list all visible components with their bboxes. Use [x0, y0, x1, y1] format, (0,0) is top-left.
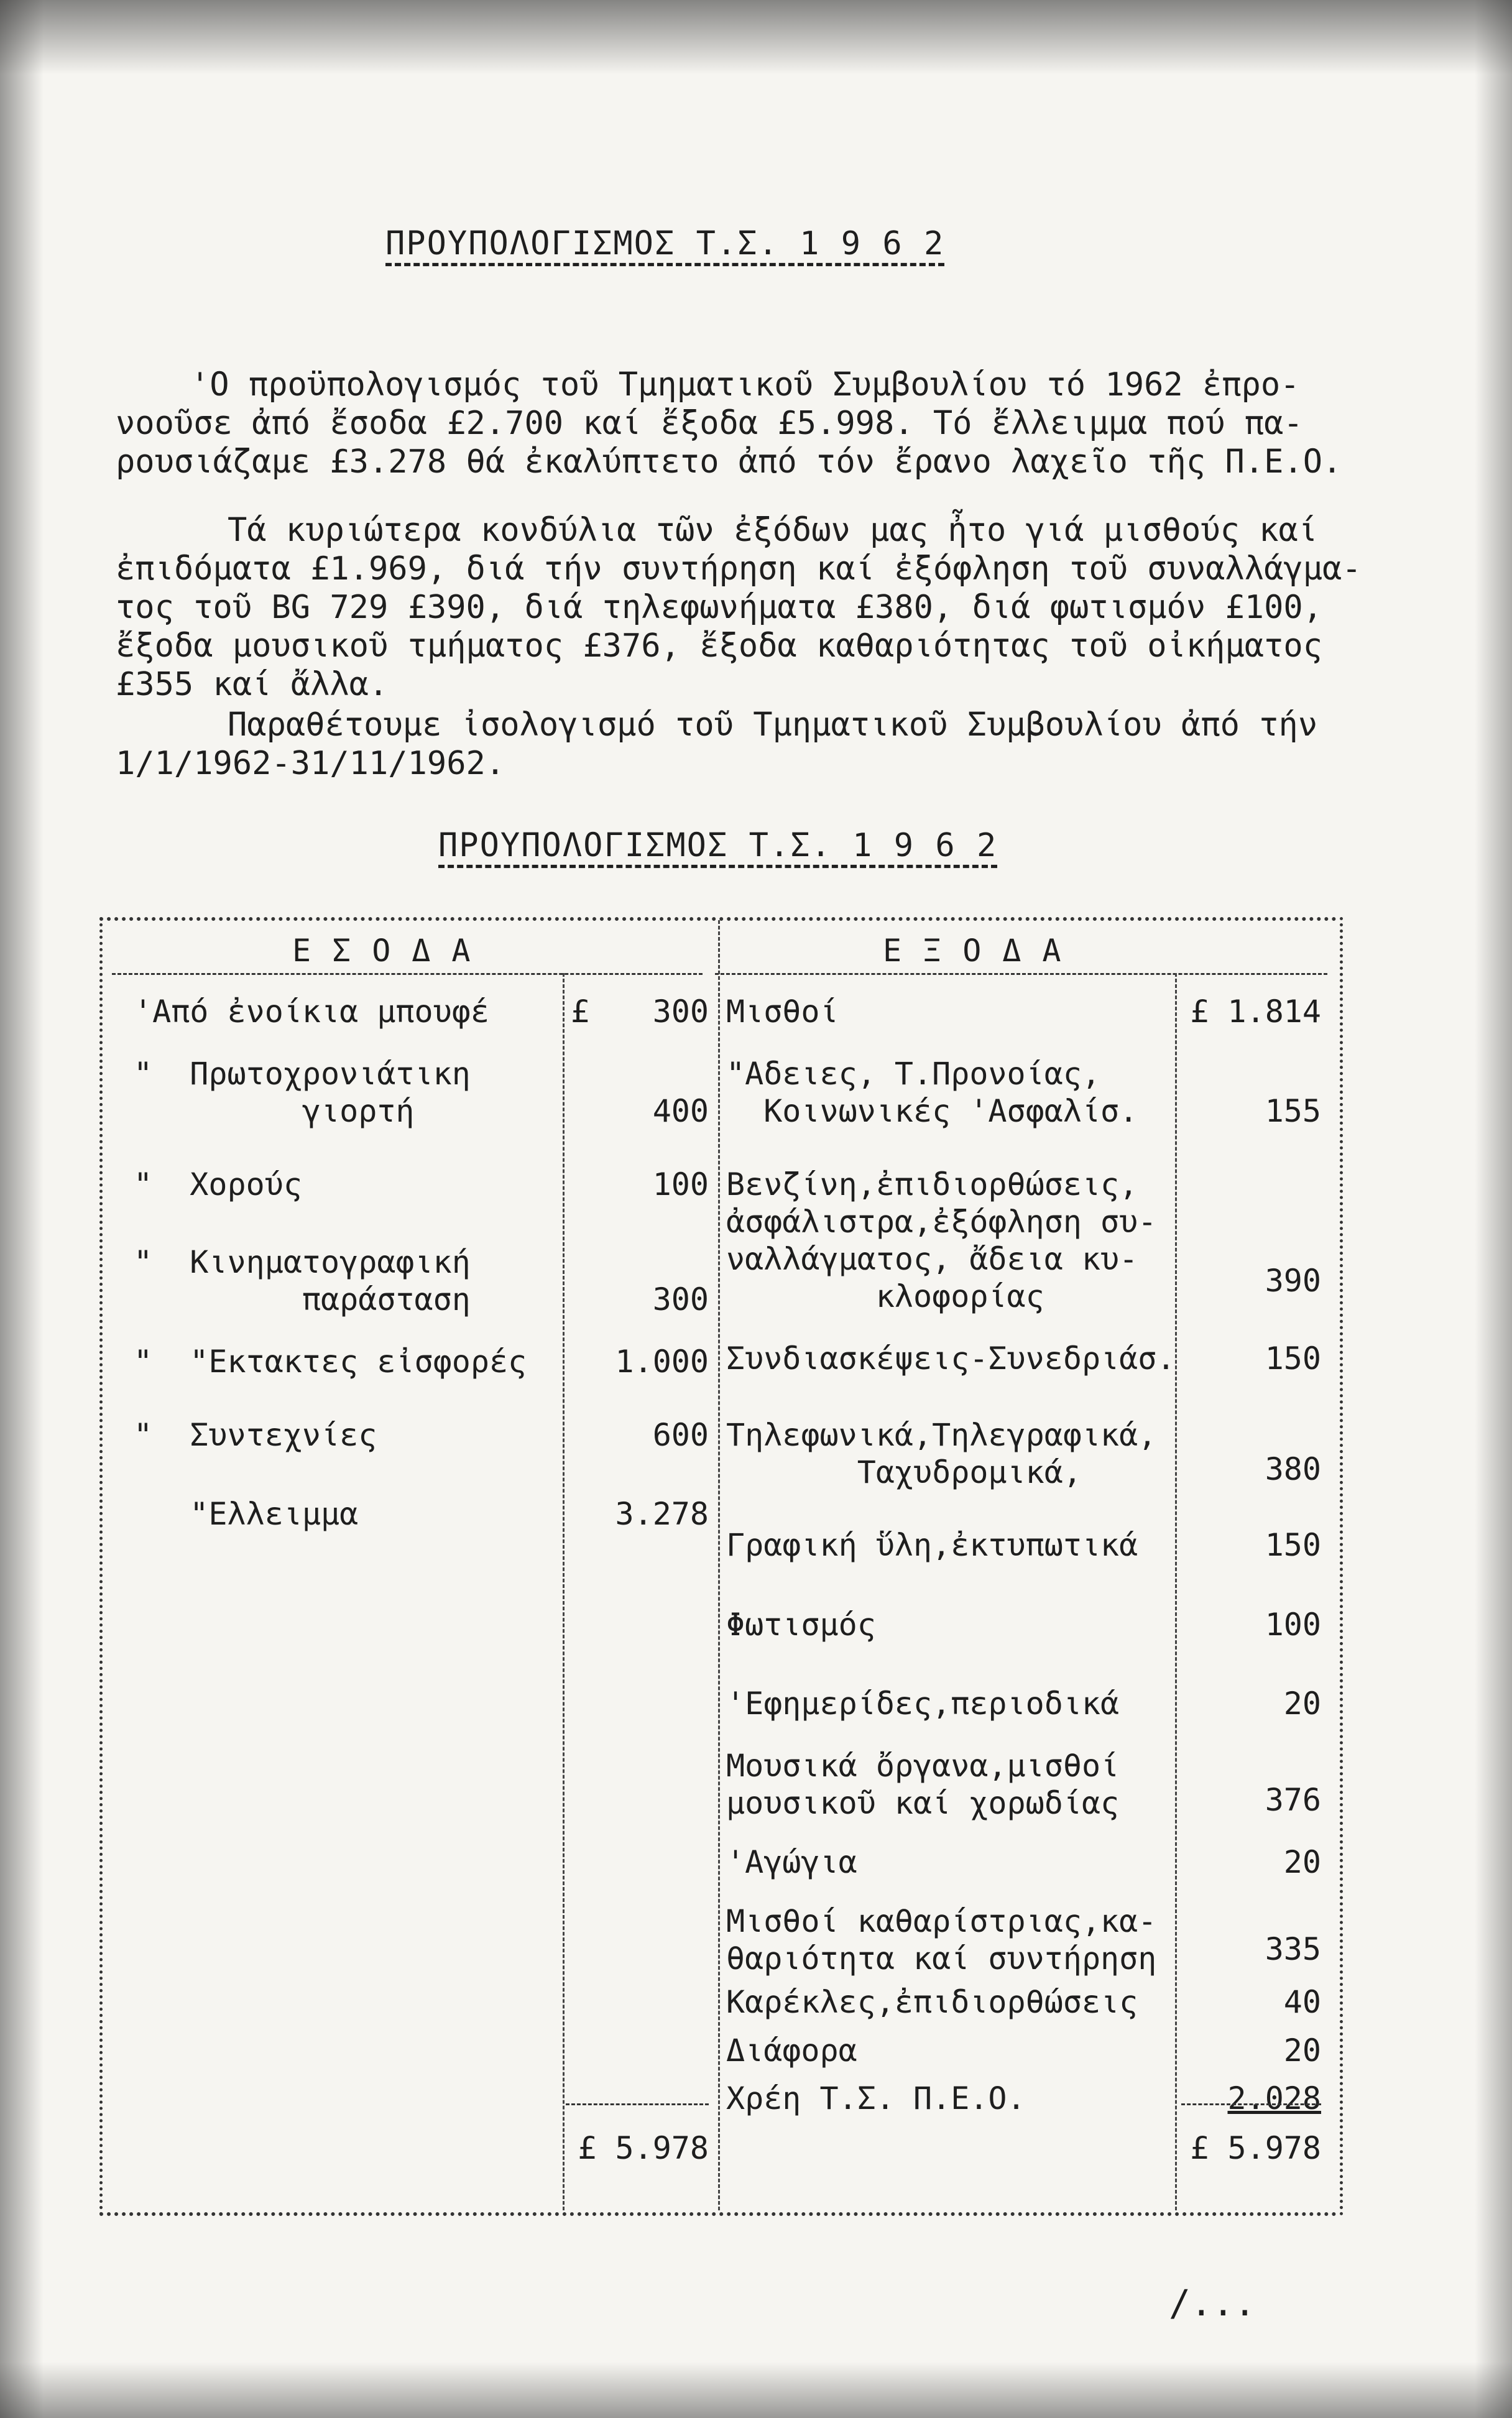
paragraph-line: Τά κυριώτερα κονδύλια τῶν ἐξόδων μας ἦτο γιά μισθούς καί: [228, 512, 1318, 549]
expense-amount: 150: [1265, 1341, 1321, 1377]
column-divider: [1175, 973, 1177, 2210]
scan-shadow-top: [0, 0, 1512, 75]
expense-amount: 335: [1265, 1931, 1321, 1967]
expense-total: £ 5.978: [1190, 2130, 1321, 2166]
paragraph-line: ἔξοδα μουσικοῦ τμήματος £376, ἔξοδα καθαριότητας τοῦ οἰκήματος: [116, 627, 1323, 665]
expense-label: Βενζίνη,ἐπιδιορθώσεις, ἀσφάλιστρα,ἐξόφληση συ- ναλλάγματος, ἄδεια κυ- κλοφορίας: [726, 1166, 1157, 1314]
income-label: " Πρωτοχρονιάτικη γιορτή: [134, 1056, 471, 1129]
expense-amount: 150: [1265, 1527, 1321, 1563]
scan-shadow-left: [0, 0, 44, 2418]
income-total: £ 5.978: [578, 2130, 709, 2166]
income-amount: 1.000: [615, 1344, 709, 1380]
sum-rule: [566, 2103, 709, 2105]
income-amount: 400: [652, 1093, 709, 1129]
paragraph-1: [116, 366, 1365, 481]
expense-amount: 376: [1265, 1782, 1321, 1818]
income-label: " Κινηματογραφική παράσταση: [134, 1244, 471, 1317]
expense-label: Μισθοί: [726, 994, 839, 1030]
continuation-mark: /...: [1169, 2282, 1256, 2324]
income-amount: 100: [652, 1166, 709, 1202]
paragraph-line: νοοῦσε ἀπό ἔσοδα £2.700 καί ἔξοδα £5.998. Τό ἔλλειμμα πού πα-: [116, 405, 1303, 442]
income-amount: 600: [652, 1417, 709, 1453]
income-header: ΕΣΟΔΑ: [292, 933, 492, 969]
expense-amount: 390: [1265, 1263, 1321, 1299]
income-label: "Ελλειμμα: [134, 1496, 359, 1532]
expense-label: 'Εφημερίδες,περιοδικά: [726, 1686, 1120, 1722]
expense-label: Τηλεφωνικά,Τηλεγραφικά, Ταχυδρομικά,: [726, 1417, 1157, 1490]
table-title: ΠΡΟΥΠΟΛΟΓΙΣΜΟΣ Τ.Σ. 1 9 6 2: [438, 827, 998, 864]
income-label: " Συντεχνίες: [134, 1417, 377, 1453]
paragraph-2: [116, 511, 1365, 704]
paragraph-line: ἐπιδόματα £1.969, διά τήν συντήρηση καί ἐξόφληση τοῦ συναλλάγμα-: [116, 550, 1362, 588]
scan-shadow-bottom: [0, 2362, 1512, 2418]
expense-label: 'Αγώγια: [726, 1844, 857, 1880]
income-label: 'Από ἐνοίκια μπουφέ: [134, 994, 489, 1030]
expense-amount: 40: [1283, 1984, 1321, 2020]
income-label: " Χορούς: [134, 1166, 302, 1202]
expense-label: Γραφική ὕλη,ἐκτυπωτικά: [726, 1527, 1138, 1563]
expense-header: ΕΞΟΔΑ: [883, 933, 1082, 969]
income-label: " "Εκτακτες εἰσφορές: [134, 1344, 527, 1380]
paragraph-line: £355 καί ἄλλα.: [116, 666, 389, 703]
paragraph-line: 1/1/1962-31/11/1962.: [116, 745, 505, 782]
paragraph-line: ρουσιάζαμε £3.278 θά ἐκαλύπτετο ἀπό τόν ἔρανο λαχεῖο τῆς Π.Ε.Ο.: [116, 443, 1342, 481]
scan-shadow-right: [1475, 0, 1512, 2418]
expense-amount: 20: [1283, 1686, 1321, 1722]
column-divider: [563, 973, 565, 2210]
expense-amount: 100: [1265, 1607, 1321, 1643]
column-divider: [718, 920, 720, 2210]
expense-label: Φωτισμός: [726, 1607, 876, 1643]
expense-amount: £ 1.814: [1190, 994, 1321, 1030]
expense-amount: 20: [1283, 2033, 1321, 2069]
expense-label: Μουσικά ὄργανα,μισθοί μουσικοῦ καί χορωδίας: [726, 1748, 1120, 1821]
expense-amount: 20: [1283, 1844, 1321, 1880]
expense-label: Καρέκλες,ἐπιδιορθώσεις: [726, 1984, 1138, 2020]
expense-label: Μισθοί καθαρίστριας,κα- θαριότητα καί συντήρηση: [726, 1903, 1157, 1977]
expense-label: Διάφορα: [726, 2033, 857, 2069]
income-amount: 300: [652, 1281, 709, 1317]
paragraph-3: [116, 706, 1365, 783]
expense-label: Χρέη Τ.Σ. Π.Ε.Ο.: [726, 2080, 1026, 2116]
table-bottom-border: [99, 2212, 1337, 2216]
expense-label: Συνδιασκέψεις-Συνεδριάσ.: [726, 1341, 1176, 1377]
header-rule: [715, 973, 1327, 975]
sum-rule: [1181, 2103, 1321, 2105]
expense-amount: 155: [1265, 1093, 1321, 1129]
paragraph-line: τος τοῦ BG 729 £390, διά τηλεφωνήματα £380, διά φωτισμόν £100,: [116, 589, 1323, 626]
page-title: ΠΡΟΥΠΟΛΟΓΙΣΜΟΣ Τ.Σ. 1 9 6 2: [385, 225, 945, 262]
expense-amount: 2.028: [1227, 2080, 1321, 2116]
expense-amount: 380: [1265, 1451, 1321, 1487]
income-amount: 3.278: [615, 1496, 709, 1532]
expense-label: "Αδειες, Τ.Προνοίας, Κοινωνικές 'Ασφαλίσ.: [726, 1056, 1138, 1129]
income-amount: 300: [652, 994, 709, 1030]
paragraph-line: 'Ο προϋπολογισμός τοῦ Τμηματικοῦ Συμβουλίου τό 1962 ἐπρο-: [190, 366, 1300, 404]
paragraph-line: Παραθέτουμε ἰσολογισμό τοῦ Τμηματικοῦ Συμβουλίου ἀπό τήν: [228, 706, 1318, 744]
currency-symbol: £: [571, 994, 590, 1030]
header-rule: [112, 973, 703, 975]
